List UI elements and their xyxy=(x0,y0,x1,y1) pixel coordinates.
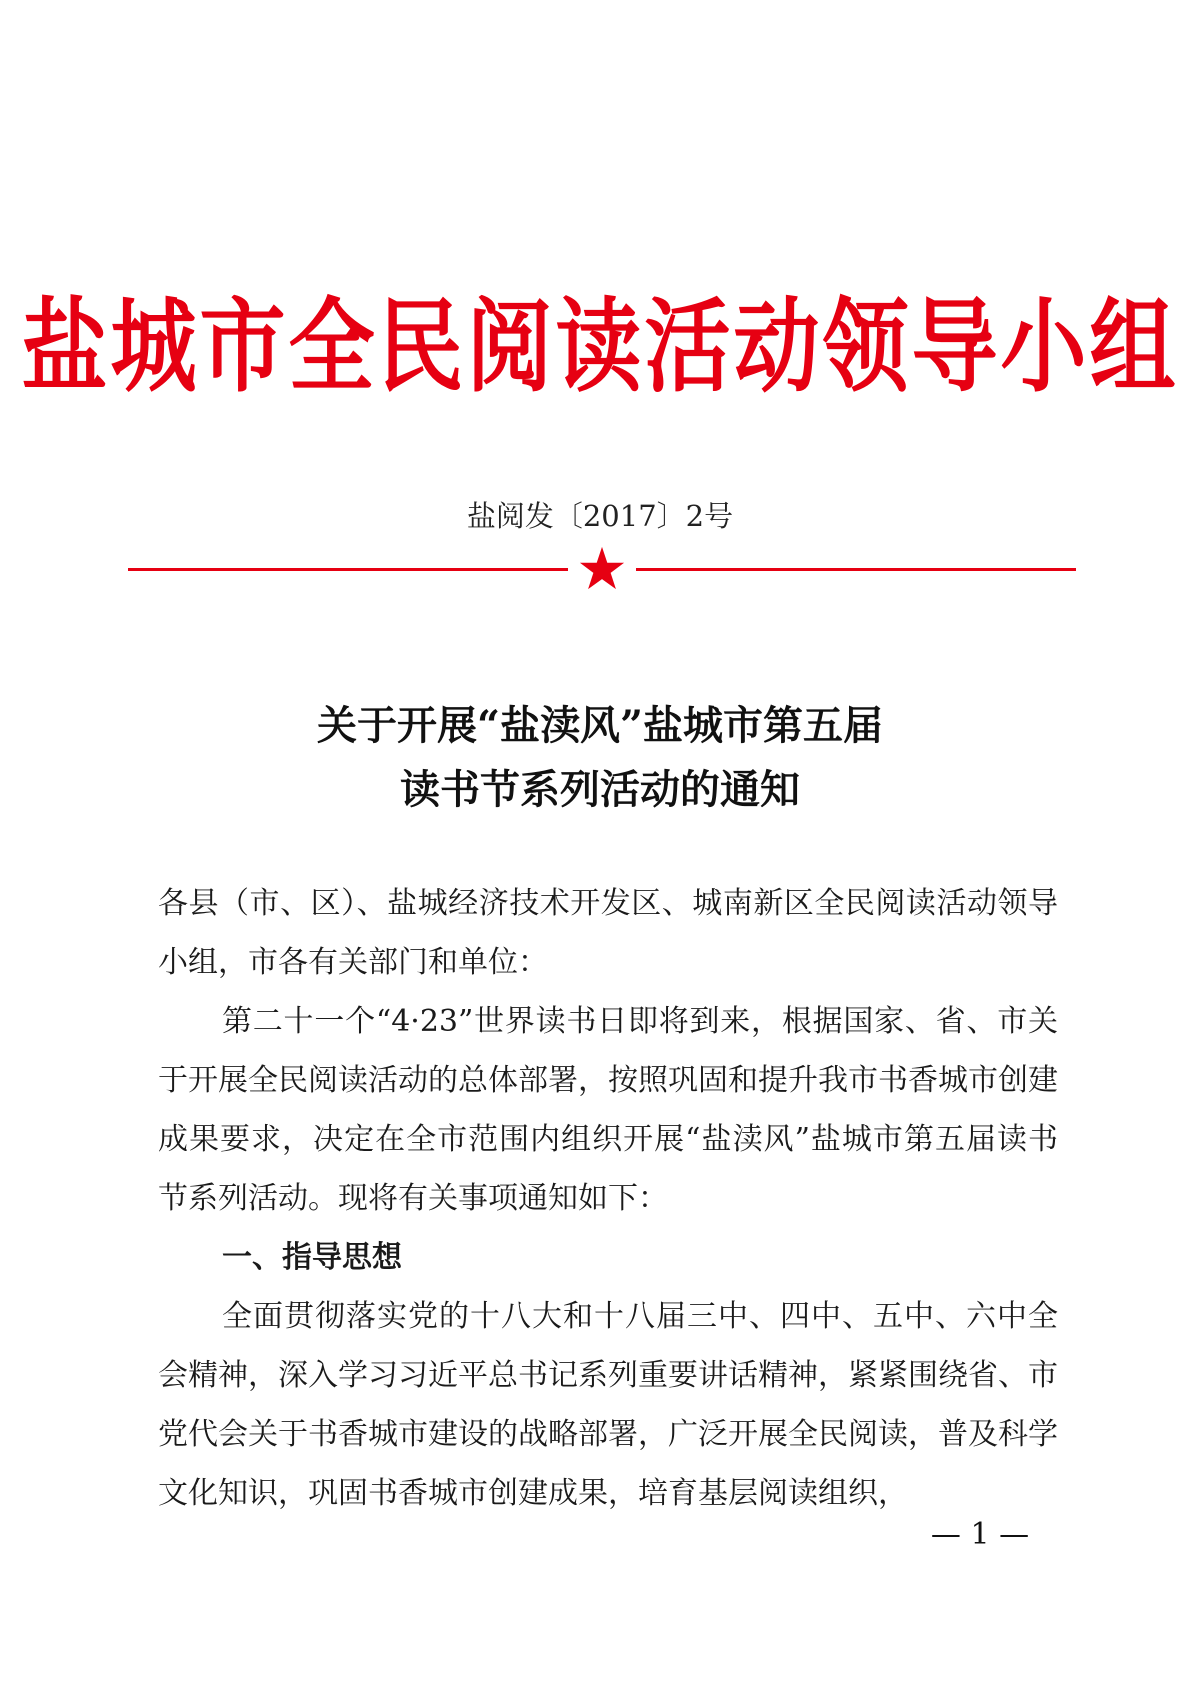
page-number: — 1 — xyxy=(930,1517,1030,1552)
red-rule-right xyxy=(636,568,1076,571)
section-paragraph: 全面贯彻落实党的十八大和十八届三中、四中、五中、六中全会精神，深入学习习近平总书记系列重要讲话精神，紧紧围绕省、市党代会关于书香城市建设的战略部署，广泛开展全民阅读，普及科学文化知识，巩固书香城市创建成果，培育基层阅读组织， xyxy=(158,1299,1058,1511)
title-line-2: 读书节系列活动的通知 xyxy=(400,766,800,813)
section-heading-guiding-ideology: 一、指导思想 xyxy=(222,1240,402,1275)
red-rule-left xyxy=(128,568,568,571)
salutation: 各县（市、区）、盐城经济技术开发区、城南新区全民阅读活动领导小组，市各有关部门和单位： xyxy=(158,886,1058,980)
issuer-masthead: 盐城市全民阅读活动领导小组 xyxy=(21,287,1179,407)
intro-paragraph: 第二十一个“4·23”世界读书日即将到来，根据国家、省、市关于开展全民阅读活动的总体部署，按照巩固和提升我市书香城市创建成果要求，决定在全市范围内组织开展“盐渎风”盐城市第五届读书节系列活动。现将有关事项通知如下： xyxy=(158,1004,1058,1216)
document-title xyxy=(0,694,1200,822)
document-number: 盐阅发〔2017〕2号 xyxy=(466,499,734,533)
title-line-1: 关于开展“盐渎风”盐城市第五届 xyxy=(316,702,883,749)
document-body xyxy=(158,874,1058,1523)
star-icon xyxy=(578,545,626,593)
